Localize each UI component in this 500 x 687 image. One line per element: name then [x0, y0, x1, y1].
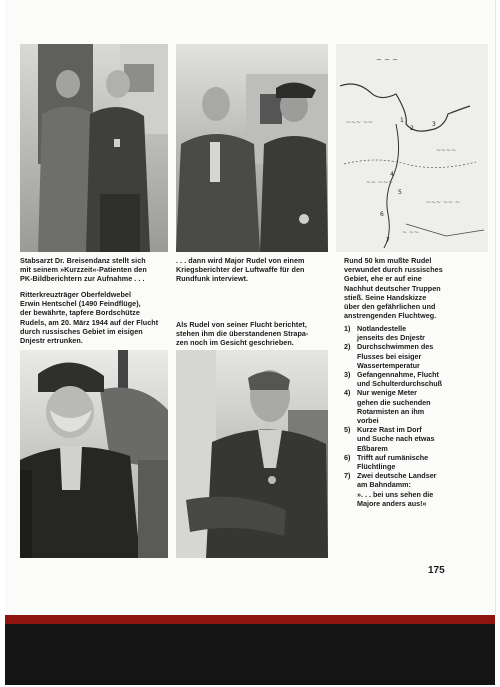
list-item — [344, 453, 484, 471]
list-item-line: vorbei — [357, 416, 379, 426]
list-item-line: Nur wenige Meter — [357, 388, 417, 398]
sketch-label-7: 7 — [386, 237, 390, 244]
photo-rudel-interview — [176, 44, 328, 252]
list-item-number: 2) — [344, 342, 351, 352]
list-item-line: Gefangennahme, Flucht — [357, 370, 439, 380]
list-item-number: 7) — [344, 471, 351, 481]
photo-doctor-and-patient — [20, 44, 168, 252]
photo-hentschel — [20, 350, 168, 558]
list-item-line: Wassertemperatur — [357, 360, 420, 370]
caption-sketch-intro — [344, 256, 489, 320]
red-edge-stripe — [5, 615, 495, 624]
list-item-line: Trifft auf rumänische — [357, 452, 429, 462]
caption-rudel-interview — [176, 256, 331, 284]
svg-text:~~~~: ~~~~ — [436, 147, 457, 154]
caption-line: Rund 50 km mußte Rudel — [344, 256, 432, 265]
list-item-line: gehen die suchenden — [357, 397, 431, 407]
caption-line: Dnjestr ertrunken. — [20, 336, 83, 346]
sketch-label-5: 5 — [398, 189, 402, 196]
list-item — [344, 324, 484, 342]
caption-rudel-report — [176, 320, 331, 348]
svg-text:~~~ ~~ ~: ~~~ ~~ ~ — [426, 199, 460, 206]
list-item-line: jenseits des Dnjestr — [357, 333, 425, 343]
list-item — [344, 471, 484, 508]
photo-rudel-interview-image — [176, 44, 328, 252]
svg-text:~ ~ ~: ~ ~ ~ — [376, 56, 399, 64]
list-item-line: am Bahndamm: — [357, 480, 411, 490]
list-item-line: Rotarmisten an ihm — [357, 406, 425, 416]
list-item-number: 4) — [344, 388, 351, 398]
caption-line: Stabsarzt Dr. Breisendanz stellt sich — [20, 256, 146, 265]
photo-doctor-and-patient-image — [20, 44, 168, 252]
sketch-label-4: 4 — [390, 171, 394, 178]
list-item-line: ». . . bei uns sehen die — [357, 489, 434, 499]
caption-line: stehen ihm die überstandenen Strapa- — [176, 329, 309, 339]
caption-line: Erwin Hentschel (1490 Feindflüge), — [20, 299, 141, 309]
list-item — [344, 388, 484, 425]
list-item-number: 6) — [344, 452, 351, 462]
list-item — [344, 425, 484, 453]
hand-sketch-map-image — [336, 44, 488, 252]
list-item-line: und Schulterdurchschuß — [357, 379, 443, 389]
caption-line: Gebiet, ehe er auf eine — [344, 274, 422, 284]
list-item-line: Flüchtlinge — [357, 462, 396, 472]
caption-line: PK-Bildberichtern zur Aufnahme . . . — [20, 274, 145, 284]
page-number: 175 — [428, 565, 445, 576]
caption-line: Rudels, am 20. März 1944 auf der Flucht — [20, 317, 159, 327]
caption-line: über den gefährlichen und — [344, 302, 436, 312]
svg-text:~~~ ~~: ~~~ ~~ — [346, 119, 374, 126]
caption-line: Kriegsberichter der Luftwaffe für den — [176, 265, 305, 275]
caption-line: durch russisches Gebiet im eisigen — [20, 326, 143, 336]
caption-line: stieß. Seine Handskizze — [344, 292, 427, 302]
list-item-number: 1) — [344, 324, 351, 333]
list-item-line: Durchschwimmen des — [357, 342, 434, 352]
sketch-label-1: 1 — [400, 117, 404, 124]
caption-line: Ritterkreuzträger Oberfeldwebel — [20, 290, 131, 299]
svg-text:~~ ~~~: ~~ ~~~ — [366, 179, 394, 186]
list-item-line: Flusses bei eisiger — [357, 351, 422, 361]
caption-line: verwundet durch russisches — [344, 265, 443, 275]
sketch-label-6: 6 — [380, 211, 384, 218]
list-item-number: 5) — [344, 425, 351, 435]
caption-line: Rundfunk interviewt. — [176, 274, 249, 284]
sketch-label-3: 3 — [432, 121, 436, 128]
list-item-line: Notlandestelle — [357, 324, 407, 333]
caption-line: mit seinem »Kurzzeit«-Patienten den — [20, 265, 147, 275]
list-item-line: Zwei deutsche Landser — [357, 471, 437, 481]
list-item — [344, 370, 484, 388]
svg-text:~ ~~: ~ ~~ — [402, 229, 419, 236]
photo-rudel-portrait-image — [176, 350, 328, 558]
caption-line: zen noch im Gesicht geschrieben. — [176, 338, 294, 348]
photo-hentschel-image — [20, 350, 168, 558]
escape-route-list — [344, 324, 484, 508]
caption-line: Nachhut deutscher Truppen — [344, 283, 441, 293]
caption-line: Als Rudel von seiner Flucht berichtet, — [176, 320, 307, 329]
photo-rudel-portrait — [176, 350, 328, 558]
list-item-line: und Suche nach etwas — [357, 434, 435, 444]
bottom-edge-band — [5, 615, 495, 685]
caption-hentschel — [20, 290, 175, 345]
caption-doctor-and-patient — [20, 256, 170, 284]
list-item-line: Kurze Rast im Dorf — [357, 425, 422, 435]
list-item-line: Majore anders aus!« — [357, 498, 427, 508]
caption-line: der bewährte, tapfere Bordschütze — [20, 308, 140, 318]
caption-line: . . . dann wird Major Rudel von einem — [176, 256, 305, 265]
hand-sketch-map — [336, 44, 488, 252]
list-item-number: 3) — [344, 370, 351, 380]
caption-line: anstrengenden Fluchtweg. — [344, 311, 437, 321]
list-item-line: Eßbarem — [357, 443, 388, 453]
list-item — [344, 342, 484, 370]
sketch-label-2: 2 — [410, 125, 414, 132]
